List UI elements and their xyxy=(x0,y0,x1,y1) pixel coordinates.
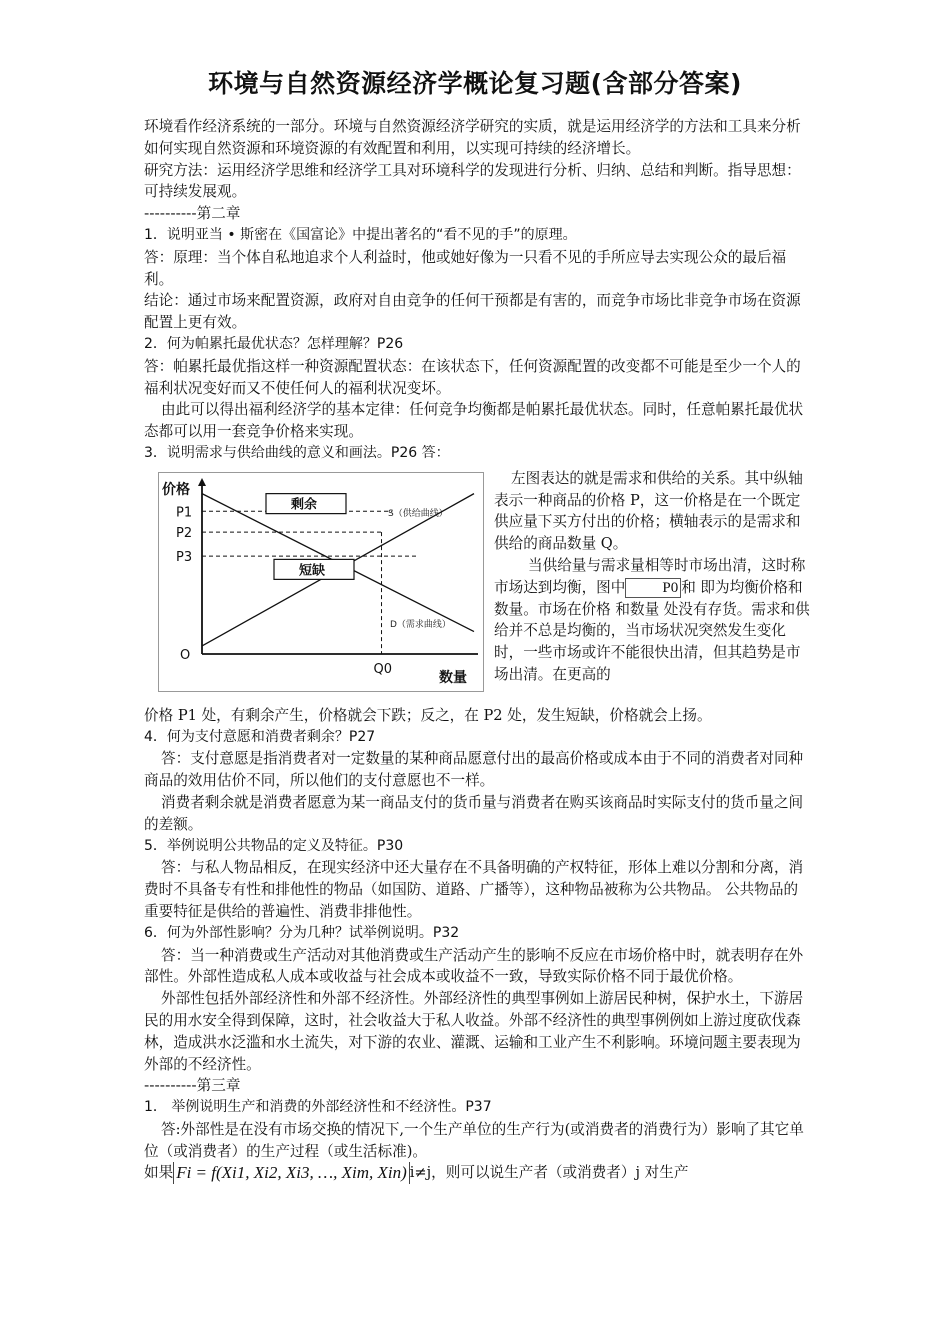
y-tick-p1: P1 xyxy=(176,505,193,521)
answer-3-1b-post: i≠j，则可以说生产者（或消费者）j 对生产 xyxy=(409,1164,689,1182)
chart-explanation xyxy=(494,468,812,686)
y-tick-p2: P2 xyxy=(176,525,193,541)
x-axis-label: 数量 xyxy=(439,669,467,686)
p0-equation-image: P0 xyxy=(625,578,681,598)
page-title: 环境与自然资源经济学概论复习题(含部分答案) xyxy=(208,69,742,98)
chapter-2-heading xyxy=(144,203,812,225)
supply-curve-label: S（供给曲线） xyxy=(388,508,448,519)
demand-curve-label: D（需求曲线） xyxy=(390,619,451,630)
supply-demand-chart xyxy=(158,472,484,692)
answer-2-2b: 由此可以得出福利经济学的基本定律：任何竞争均衡都是帕累托最优状态。同时，任意帕累托最优状态都可以用一套竞争价格来实现。 xyxy=(144,401,804,441)
question-2-2: 2．何为帕累托最优状态？怎样理解？P26 xyxy=(144,335,404,352)
heading-text: 第三章 xyxy=(196,1077,241,1095)
answer-2-1b: 结论：通过市场来配置资源，政府对自由竞争的任何干预都是有害的，而竞争市场比非竞争市场在资源配置上更有效。 xyxy=(144,292,801,332)
surplus-label: 剩余 xyxy=(291,497,318,513)
origin-label: O xyxy=(180,647,191,663)
answer-2-4b: 消费者剩余就是消费者愿意为某一商品支付的货币量与消费者在购买该商品时实际支付的货币量之间的差额。 xyxy=(144,793,804,833)
intro-paragraph-2: 研究方法：运用经济学思维和经济学工具对环境科学的发现进行分析、归纳、总结和判断。指导思想：可持续发展观。 xyxy=(144,161,801,201)
supply-demand-figure xyxy=(144,468,812,708)
question-2-1: 1．说明亚当 • 斯密在《国富论》中提出著名的“看不见的手”的原理。 xyxy=(144,226,577,243)
answer-3-1b-pre: 如果 xyxy=(144,1164,174,1182)
externality-equation-image: Fi = f(Xi1, Xi2, Xi3, …, Xim, Xin) xyxy=(173,1162,410,1184)
question-2-5: 5．举例说明公共物品的定义及特征。P30 xyxy=(144,837,404,854)
chart-explanation-1: 左图表达的就是需求和供给的关系。其中纵轴表示一种商品的价格 P，这一价格是在一个既定供应量下买方付出的价格；横轴表示的是需求和供给的商品数量 Q。 xyxy=(494,469,803,553)
answer-2-4a: 答：支付意愿是指消费者对一定数量的某种商品愿意付出的最高价格或成本由于不同的消费者对同种商品的效用估价不同，所以他们的支付意愿也不一样。 xyxy=(144,750,804,790)
question-2-6: 6．何为外部性影响？分为几种？试举例说明。P32 xyxy=(144,924,460,941)
answer-2-6a: 答：当一种消费或生产活动对其他消费或生产活动产生的影响不反应在市场价格中时，就表明存在外部性。外部性造成私人成本或收益与社会成本或收益不一致，导致实际价格不同于最优价格。 xyxy=(144,946,804,986)
question-2-4: 4．何为支付意愿和消费者剩余？P27 xyxy=(144,728,376,745)
explanation-2b: 和 即为均衡价格和数量。市场在价格 和数量 处没有存货。需求和供给并不总是均衡的，当市场状况突然发生变化时，一些市场或许不能很快出清，但其趋势是市场出清。在更高的 xyxy=(494,578,810,683)
answer-2-6b: 外部性包括外部经济性和外部不经济性。外部经济性的典型事例如上游居民种树，保护水土，下游居民的用水安全得到保障，这时，社会收益大于私人收益。外部不经济性的典型事例例如上游过度砍伐森林，造成洪水泛滥和水土流失，对下游的农业、灌溉、运输和工业产生不利影响。环境问题主要表现为外部的不经济性。 xyxy=(144,990,804,1073)
answer-2-3-tail: 价格 P1 处，有剩余产生，价格就会下跌；反之，在 P2 处，发生短缺，价格就会上扬。 xyxy=(144,706,712,724)
heading-dash: ---------- xyxy=(144,1077,197,1095)
answer-3-1a: 答:外部性是在没有市场交换的情况下,一个生产单位的生产行为(或消费者的消费行为）影响了其它单位（或消费者）的生产过程（或生活标准)。 xyxy=(144,1120,804,1160)
y-tick-p3: P3 xyxy=(176,549,193,565)
question-2-3: 3．说明需求与供给曲线的意义和画法。P26 答： xyxy=(144,444,450,461)
heading-dash: ---------- xyxy=(144,205,197,223)
answer-2-1a: 答：原理：当个体自私地追求个人利益时，他或她好像为一只看不见的手所应导去实现公众的最后福利。 xyxy=(144,248,787,288)
explanation-2a: 当供给量与需求量相等时市场出清，这时称市场达到均衡，图中 xyxy=(494,556,806,596)
answer-2-5: 答：与私人物品相反，在现实经济中还大量存在不具备明确的产权特征，形体上难以分割和分离，消费时不具备专有性和排他性的物品（如国防、道路、广播等），这种物品被称为公共物品。 公共物品的重要特征是供给的普遍性、消费非排他性。 xyxy=(144,859,804,920)
x-tick-q0: Q0 xyxy=(373,661,393,677)
intro-paragraph-1: 环境看作经济系统的一部分。环境与自然资源经济学研究的实质，就是运用经济学的方法和工具来分析如何实现自然资源和环境资源的有效配置和利用，以实现可持续的经济增长。 xyxy=(144,118,801,157)
answer-3-1b xyxy=(144,1162,812,1184)
heading-text: 第二章 xyxy=(196,205,241,223)
shortage-label: 短缺 xyxy=(299,563,326,579)
chapter-3-heading xyxy=(144,1075,812,1097)
answer-2-2a: 答：帕累托最优指这样一种资源配置状态：在该状态下，任何资源配置的改变都不可能是至少一个人的福利状况变好而又不使任何人的福利状况变坏。 xyxy=(144,357,801,397)
y-axis-label: 价格 xyxy=(162,481,190,498)
document-body xyxy=(144,116,812,1184)
question-3-1: 1． 举例说明生产和消费的外部经济性和不经济性。P37 xyxy=(144,1099,492,1116)
chart-explanation-2 xyxy=(494,555,812,686)
